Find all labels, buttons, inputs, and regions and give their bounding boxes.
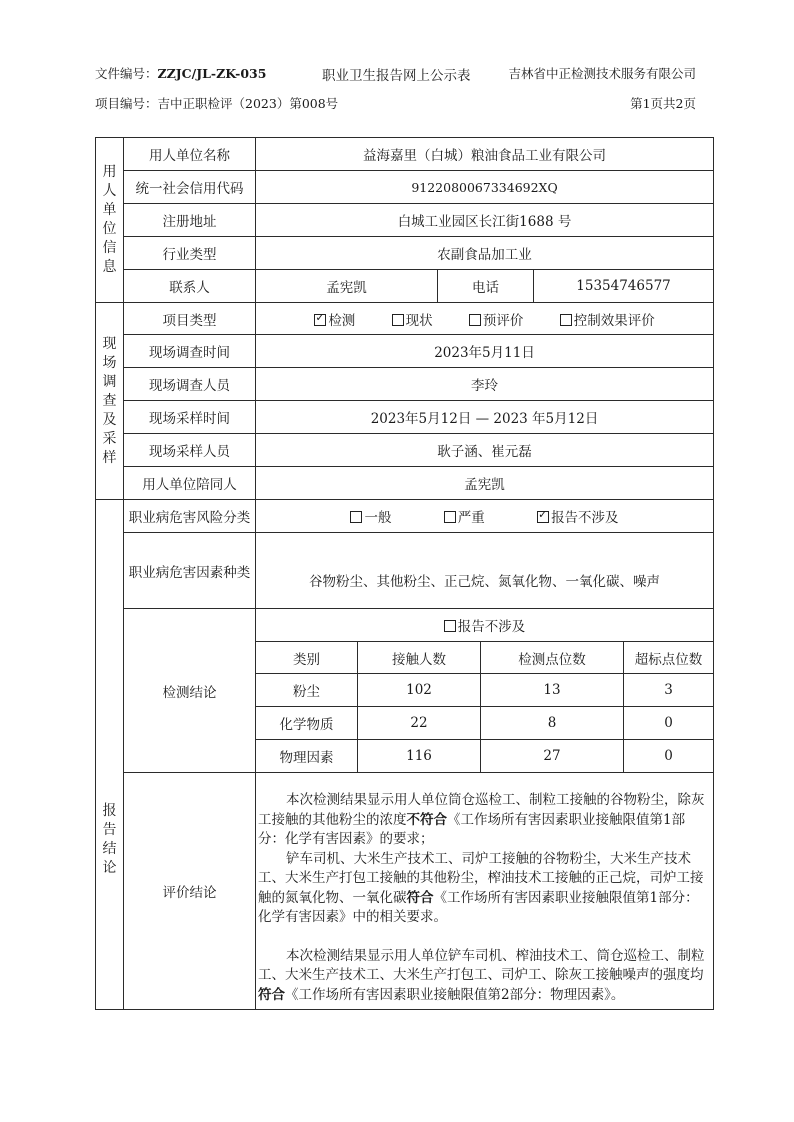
row-sampler [96,434,714,467]
project-number-value: 吉中正职检评（2023）第008号 [157,96,339,111]
credit-code-label: 统一社会信用代码 [124,171,256,204]
sampler-label: 现场采样人员 [124,434,256,467]
test-row-over: 3 [624,674,714,707]
section-report-conclusion: 报 告 结 论 [96,500,124,1010]
evaluation-label: 评价结论 [124,773,256,1010]
checkbox-empty-icon [469,314,481,326]
hazard-label: 职业病危害因素种类 [124,533,256,609]
test-header-category: 类别 [256,642,358,674]
project-type-option[interactable]: ✓ 检测 [314,309,355,329]
project-type-option[interactable]: 现状 [392,309,433,329]
project-number [95,94,338,112]
sampler-value: 耿子涵、崔元磊 [256,434,714,467]
risk-label: 职业病危害风险分类 [124,500,256,533]
project-type-label: 项目类型 [124,303,256,335]
contact-value: 孟宪凯 [256,270,438,303]
evaluation-paragraph: 本次检测结果显示用人单位铲车司机、榨油技术工、筒仓巡检工、制粒工、大米生产技术工、大米生产打包工、司炉工、除灰工接触噪声的强度均符合《工作场所有害因素职业接触限值第2部分：物理因素》。 [258,947,705,1003]
test-header-exposed: 接触人数 [358,642,481,674]
risk-option[interactable]: 一般 [350,506,391,526]
survey-time-label: 现场调查时间 [124,335,256,368]
section-employer-info: 用 人 单 位 信 息 [96,138,124,303]
sampling-time-label: 现场采样时间 [124,401,256,434]
file-number [95,64,266,82]
checkbox-empty-icon [392,314,404,326]
risk-options [256,500,714,533]
surveyor-label: 现场调查人员 [124,368,256,401]
credit-code-value: 9122080067334692XQ [256,171,714,204]
test-row-category: 化学物质 [256,707,358,740]
test-row-category: 物理因素 [256,740,358,773]
row-employer-name [96,138,714,171]
survey-time-value: 2023年5月11日 [256,335,714,368]
escort-label: 用人单位陪同人 [124,467,256,500]
test-row-points: 27 [481,740,624,773]
row-sampling-time [96,401,714,434]
project-number-label: 项目编号： [95,96,158,111]
evaluation-paragraph: 本次检测结果显示用人单位筒仓巡检工、制粒工接触的谷物粉尘，除灰工接触的其他粉尘的浓度不符合《工作场所有害因素职业接触限值第1部分：化学有害因素》的要求； [258,792,705,847]
escort-value: 孟宪凯 [256,467,714,500]
phone-label: 电话 [438,270,534,303]
row-evaluation [96,773,714,1010]
checkbox-checked-icon [537,511,549,523]
file-number-value: ZZJC/JL-ZK-035 [157,66,267,81]
employer-name-label: 用人单位名称 [124,138,256,171]
row-contact [96,270,714,303]
row-survey-time [96,335,714,368]
evaluation-paragraph: 铲车司机、大米生产技术工、司炉工接触的谷物粉尘，大米生产技术工、大米生产打包工接触的其他粉尘，榨油技术工接触的正己烷，司炉工接触的氮氧化物、一氧化碳符合《工作场所有害因素职业接触限值第1部分：化学有害因素》中的相关要求。 [258,850,704,925]
row-address [96,204,714,237]
test-row-category: 粉尘 [256,674,358,707]
row-industry [96,237,714,270]
industry-value: 农副食品加工业 [256,237,714,270]
sampling-time-value: 2023年5月12日 — 2023 年5月12日 [256,401,714,434]
risk-option[interactable]: 严重 [444,506,485,526]
test-row-over: 0 [624,740,714,773]
row-project-type [96,303,714,335]
document-title: 职业卫生报告网上公示表 [322,68,471,84]
company-name: 吉林省中正检测技术服务有限公司 [508,66,696,81]
project-type-options [256,303,714,335]
employer-name-value: 益海嘉里（白城）粮油食品工业有限公司 [256,138,714,171]
address-label: 注册地址 [124,204,256,237]
test-row-over: 0 [624,707,714,740]
test-not-involved-option[interactable]: 报告不涉及 [256,609,714,642]
test-row-points: 8 [481,707,624,740]
surveyor-value: 李玲 [256,368,714,401]
contact-label: 联系人 [124,270,256,303]
test-row-exposed: 22 [358,707,481,740]
checkbox-empty-icon [444,511,456,523]
test-row-exposed: 102 [358,674,481,707]
test-row-exposed: 116 [358,740,481,773]
disclosure-form-table [95,137,714,1010]
file-number-label: 文件编号： [95,66,158,81]
checkbox-checked-icon [314,314,326,326]
test-conclusion-label: 检测结论 [124,609,256,773]
checkbox-empty-icon [350,511,362,523]
phone-value: 15354746577 [534,270,714,303]
row-risk-classification [96,500,714,533]
address-value: 白城工业园区长江街1688 号 [256,204,714,237]
risk-option[interactable]: ✓ 报告不涉及 [537,506,619,526]
hazard-value: 谷物粉尘、其他粉尘、正己烷、氮氧化物、一氧化碳、噪声 [256,533,714,609]
test-header-points: 检测点位数 [481,642,624,674]
industry-label: 行业类型 [124,237,256,270]
project-type-option[interactable]: 预评价 [469,309,524,329]
test-row-points: 13 [481,674,624,707]
page-info: 第1页共2页 [630,96,696,111]
row-escort [96,467,714,500]
row-test-not-involved [96,609,714,642]
row-credit-code [96,171,714,204]
section-site-survey: 现 场 调 查 及 采 样 [96,303,124,500]
test-header-over: 超标点位数 [624,642,714,674]
row-surveyor [96,368,714,401]
row-hazard-types [96,533,714,609]
checkbox-empty-icon [444,620,456,632]
checkbox-empty-icon [560,314,572,326]
evaluation-text [256,773,714,1010]
project-type-option[interactable]: 控制效果评价 [560,309,655,329]
